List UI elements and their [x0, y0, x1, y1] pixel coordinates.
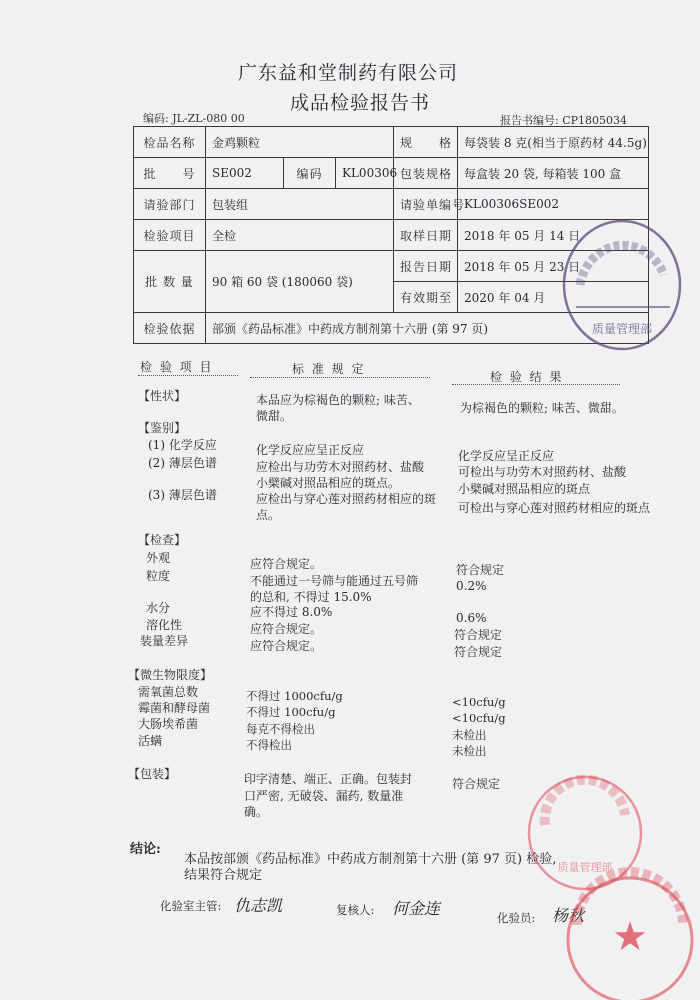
micro-standard-ecoli: 每克不得检出	[246, 722, 315, 736]
micro-result-aerobic: <10cfu/g	[452, 695, 506, 709]
section-package-title: 【包装】	[128, 767, 177, 781]
inspection-result-moisture: 0.6%	[456, 611, 487, 625]
code-label: 编码	[284, 158, 336, 189]
tester-label: 化验员:	[497, 911, 536, 925]
conclusion-line-2: 结果符合规定	[184, 868, 263, 883]
column-result: 检 验 结 果	[490, 370, 564, 384]
valid-label: 有效期至	[394, 282, 458, 313]
inspection-standard-moisture: 应不得过 8.0%	[250, 605, 333, 619]
identification-standard-3: 应检出与穿心莲对照药材相应的斑	[256, 492, 437, 506]
svg-text:★: ★	[612, 914, 648, 960]
package-standard-cont2: 确。	[244, 805, 269, 819]
micro-standard-aerobic: 不得过 1000cfu/g	[246, 689, 343, 703]
section-identification-title: 【鉴别】	[138, 421, 187, 435]
inspection-item-granularity: 粒度	[146, 569, 171, 583]
quantity-value: 90 箱 60 袋 (180060 袋)	[206, 251, 394, 313]
sample-date-label: 取样日期	[394, 220, 458, 251]
svg-text:质量管理部: 质量管理部	[591, 322, 653, 336]
inspection-standard-solubility: 应符合规定。	[250, 622, 323, 636]
identification-result-2-cont: 小檗碱对照品相应的斑点	[458, 482, 591, 496]
inspection-standard-weight-variation: 应符合规定。	[250, 639, 323, 653]
micro-item-mites: 活螨	[138, 734, 163, 748]
basis-value: 部颁《药品标准》中药成方制剂第十六册 (第 97 页)	[206, 313, 649, 344]
reviewer-label: 复核人:	[336, 903, 375, 917]
report-title: 成品检验报告书	[290, 92, 431, 114]
micro-item-mold-yeast: 霉菌和酵母菌	[138, 701, 211, 715]
basis-label: 检验依据	[134, 313, 206, 344]
item-label: 检验项目	[134, 220, 206, 251]
identification-standard-1: 化学反应应呈正反应	[256, 443, 365, 457]
identification-standard-2: 应检出与功劳木对照药材、盐酸	[256, 460, 425, 474]
dept-value: 包装组	[206, 189, 394, 220]
divider	[250, 377, 430, 378]
character-standard: 本品应为棕褐色的颗粒; 味苦、	[256, 393, 420, 407]
inspection-result-granularity: 0.2%	[456, 579, 487, 593]
report-number: 报告书编号: CP1805034	[500, 114, 628, 127]
request-no-label: 请验单编号	[394, 189, 458, 220]
identification-standard-2-cont: 小檗碱对照品相应的斑点。	[256, 476, 401, 490]
red-stamp	[515, 775, 695, 1000]
micro-result-mold-yeast: <10cfu/g	[452, 711, 506, 725]
inspection-standard-granularity: 不能通过一号筛与能通过五号筛	[250, 574, 419, 588]
micro-item-ecoli: 大肠埃希菌	[138, 717, 199, 731]
tester-signature: 杨秋	[552, 906, 585, 925]
character-result: 为棕褐色的颗粒; 味苦、微甜。	[460, 401, 624, 415]
divider	[138, 375, 238, 376]
identification-item-1: (1) 化学反应	[148, 438, 217, 452]
spec-label: 规 格	[394, 127, 458, 158]
column-standard: 标 准 规 定	[292, 362, 366, 376]
company-name: 广东益和堂制药有限公司	[238, 62, 459, 84]
identification-standard-3-cont: 点。	[256, 508, 281, 522]
identification-result-1: 化学反应呈正反应	[458, 449, 555, 463]
report-date-label: 报告日期	[394, 251, 458, 282]
inspection-result-weight-variation: 符合规定	[454, 645, 503, 659]
micro-result-mites: 未检出	[452, 744, 487, 758]
report-date-value: 2018 年 05 月 23 日	[458, 251, 649, 282]
conclusion-line-1: 本品按部颁《药品标准》中药成方制剂第十六册 (第 97 页) 检验,	[184, 852, 557, 867]
package-standard: 印字清楚、端正、正确。包装封	[244, 772, 413, 786]
section-inspection-title: 【检查】	[138, 533, 187, 547]
reviewer-signature: 何金连	[392, 899, 441, 918]
identification-result-3: 可检出与穿心莲对照药材相应的斑点	[458, 501, 651, 515]
product-name-label: 检品名称	[134, 127, 206, 158]
inspection-item-weight-variation: 装量差异	[140, 634, 189, 648]
micro-standard-mold-yeast: 不得过 100cfu/g	[246, 705, 336, 719]
item-value: 全检	[206, 220, 394, 251]
package-result: 符合规定	[452, 777, 501, 791]
micro-standard-mites: 不得检出	[246, 738, 292, 752]
conclusion-label: 结论:	[130, 842, 161, 857]
section-character-title: 【性状】	[138, 389, 187, 403]
batch-value: SE002	[206, 158, 284, 189]
valid-value: 2020 年 04 月	[458, 282, 649, 313]
section-micro-title: 【微生物限度】	[128, 668, 213, 682]
inspection-standard-appearance: 应符合规定。	[250, 557, 323, 571]
code-value: KL00306	[336, 158, 394, 189]
form-code: 编码: JL-ZL-080 00	[143, 112, 245, 125]
product-name: 金鸡颗粒	[206, 127, 394, 158]
inspection-result-appearance: 符合规定	[456, 563, 505, 577]
supervisor-signature: 仇志凯	[234, 896, 283, 915]
inspection-item-moisture: 水分	[146, 601, 171, 615]
inspection-result-solubility: 符合规定	[454, 628, 503, 642]
quantity-label: 批 数 量	[134, 251, 206, 313]
inspection-item-appearance: 外观	[146, 551, 171, 565]
divider	[452, 384, 620, 385]
identification-item-3: (3) 薄层色谱	[148, 488, 217, 502]
identification-item-2: (2) 薄层色谱	[148, 456, 217, 470]
micro-item-aerobic: 需氧菌总数	[138, 685, 199, 699]
micro-result-ecoli: 未检出	[452, 728, 487, 742]
dept-label: 请验部门	[134, 189, 206, 220]
pack-spec-value: 每盒装 20 袋, 每箱装 100 盒	[458, 158, 649, 189]
inspection-item-solubility: 溶化性	[146, 618, 183, 632]
character-standard-cont: 微甜。	[256, 409, 293, 423]
purple-stamp	[560, 215, 685, 355]
spec-value: 每袋装 8 克(相当于原药材 44.5g)	[458, 127, 649, 158]
supervisor-label: 化验室主管:	[160, 899, 222, 913]
identification-result-2: 可检出与功劳木对照药材、盐酸	[458, 465, 627, 479]
inspection-standard-granularity-cont: 的总和, 不得过 15.0%	[250, 590, 372, 604]
pack-spec-label: 包装规格	[394, 158, 458, 189]
batch-label: 批 号	[134, 158, 206, 189]
request-no-value: KL00306SE002	[458, 189, 649, 220]
column-item: 检 验 项 目	[140, 360, 214, 374]
package-standard-cont: 口严密, 无破袋、漏药, 数量准	[244, 789, 404, 803]
sample-date-value: 2018 年 05 月 14 日	[458, 220, 649, 251]
svg-text:质量管理部: 质量管理部	[557, 861, 613, 874]
